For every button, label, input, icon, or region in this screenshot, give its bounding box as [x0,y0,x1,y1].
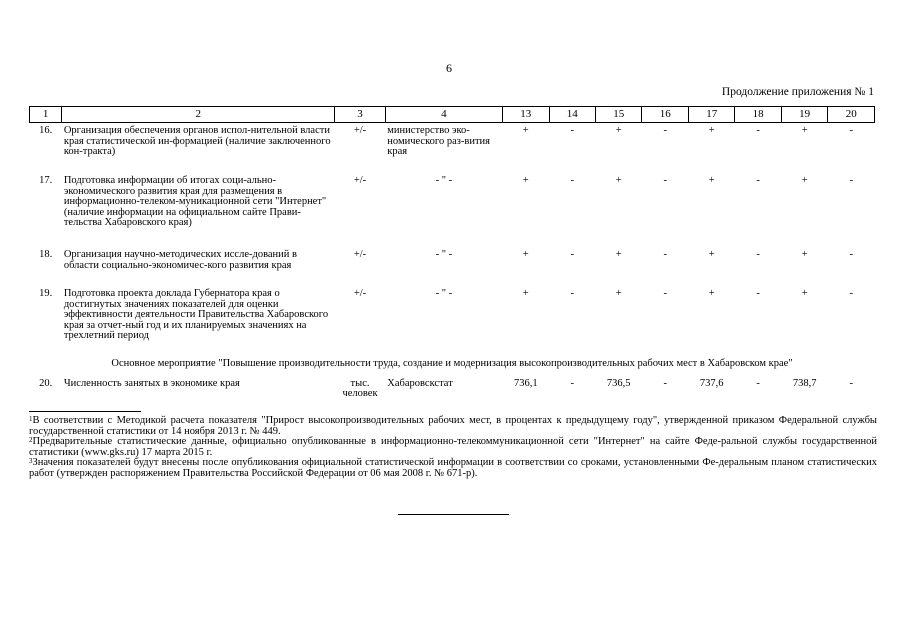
table-row [30,247,875,286]
header-cell: 19 [781,107,827,123]
row-unit: +/- [353,249,367,260]
row-value: + [615,249,622,260]
row-value: + [708,125,715,136]
row-value: - [570,288,574,299]
table-row [30,123,875,174]
footnote [29,437,877,458]
row-value: + [708,249,715,260]
header-cell: 13 [503,107,549,123]
main-event-title: Основное мероприятие "Повышение производительности труда, создание и модернизация высокопроизводительных рабочих мест в Хабаровском крае" [111,358,793,369]
end-rule [398,514,509,515]
footnote-mark: 1 [29,415,33,423]
footnote-mark: 3 [29,457,33,465]
table-row [30,376,875,401]
row-number: 16. [39,125,53,136]
row-value: 737,6 [699,377,724,389]
row-value: + [708,175,715,186]
row-executor: - " - [435,288,453,299]
row-value: - [756,175,760,186]
row-executor: - " - [435,249,453,260]
row-value: - [849,125,853,136]
row-unit: +/- [353,125,367,136]
row-number: 19. [39,288,53,299]
row-value: - [849,288,853,299]
footnote-mark: 2 [29,436,33,444]
row-value: - [663,288,667,299]
row-value: - [849,249,853,260]
header-cell: 20 [828,107,875,123]
row-value: + [801,175,808,186]
row-value: + [615,288,622,299]
main-event-row [30,355,875,376]
row-value: + [615,125,622,136]
row-value: - [756,288,760,299]
row-executor: Хабаровскстат [387,377,453,389]
table-row [30,173,875,247]
row-value: - [663,175,667,186]
row-value: - [663,125,667,136]
header-cell: 1 [30,107,62,123]
row-value: + [801,249,808,260]
footnote [29,458,877,479]
row-name: Организация научно-методических иссле-дований в области социально-экономичес-кого развития края [63,249,297,271]
row-unit: +/- [353,288,367,299]
footnote-rule [29,411,141,412]
row-value: - [663,249,667,260]
row-value: + [522,175,529,186]
header-cell: 4 [385,107,502,123]
row-value: + [522,288,529,299]
header-cell: 18 [735,107,781,123]
row-number: 20. [39,377,53,389]
header-row [30,107,875,123]
row-number: 18. [39,249,53,260]
row-value: - [756,249,760,260]
row-value: - [756,125,760,136]
header-cell: 17 [688,107,734,123]
table-row [30,286,875,355]
row-value: - [756,377,760,389]
header-cell: 16 [642,107,688,123]
row-value: - [570,125,574,136]
page-number: 6 [446,61,452,75]
row-value: + [801,288,808,299]
row-name: Подготовка информации об итогах соци-ально-экономического развития края для размещения в информационно-телеком-муникационной сети "Интернет" (наличие информации на официальном сайте Прави-тельства Хабаровского края) [63,175,327,228]
header-cell: 3 [335,107,386,123]
header-cell: 14 [549,107,595,123]
row-value: 738,7 [792,377,817,389]
row-executor: министерство эко-номического раз-вития края [387,125,490,157]
row-value: + [615,175,622,186]
header-cell: 2 [62,107,335,123]
row-value: - [570,175,574,186]
row-value: + [522,125,529,136]
row-value: - [570,249,574,260]
row-name: Организация обеспечения органов испол-нительной власти края статистической ин-формацией (наличие заключенного кон-тракта) [63,125,331,157]
row-value: 736,1 [513,377,538,389]
row-unit: тыс. человек [342,377,378,399]
footnotes [29,412,877,479]
continuation-label: Продолжение приложения № 1 [721,86,874,98]
row-value: - [663,377,667,389]
row-executor: - " - [435,175,453,186]
row-number: 17. [39,175,53,186]
row-name: Численность занятых в экономике края [63,377,240,389]
header-cell: 15 [595,107,641,123]
row-value: - [849,175,853,186]
row-value: - [570,377,574,389]
row-unit: +/- [353,175,367,186]
row-value: - [849,377,853,389]
indicators-table [29,106,875,401]
row-name: Подготовка проекта доклада Губернатора края о достигнутых значениях показателей для оценки эффективности деятельности Правительства Хабаровского края за отчет-ный год и их планируемых значениях на трехлетний период [63,288,329,341]
row-value: + [708,288,715,299]
footnote-text: Предварительные статистические данные, официально опубликованные в информационно-телекоммуникационной сети "Интернет" на сайте Феде-ральной службы государственной статистики (www.gks.ru) 17 марта 2015 г. [29,436,877,458]
row-value: + [522,249,529,260]
row-value: 736,5 [606,377,631,389]
footnote-text: В соответствии с Методикой расчета показателя "Прирост высокопроизводительных рабочих мест, в процентах к предыдущему году", утвержденной приказом Федеральной службы государственной статистики от 14 ноября 2013 г. № 449. [29,415,877,437]
footnote [29,416,877,437]
row-value: + [801,125,808,136]
footnote-text: Значения показателей будут внесены после опубликования официальной статистической информации в соответствии со сроками, установленными Фе-деральным планом статистических работ (утвержден распоряжением Правительства Российской Федерации от 06 мая 2008 г. № 671-р). [29,457,877,479]
